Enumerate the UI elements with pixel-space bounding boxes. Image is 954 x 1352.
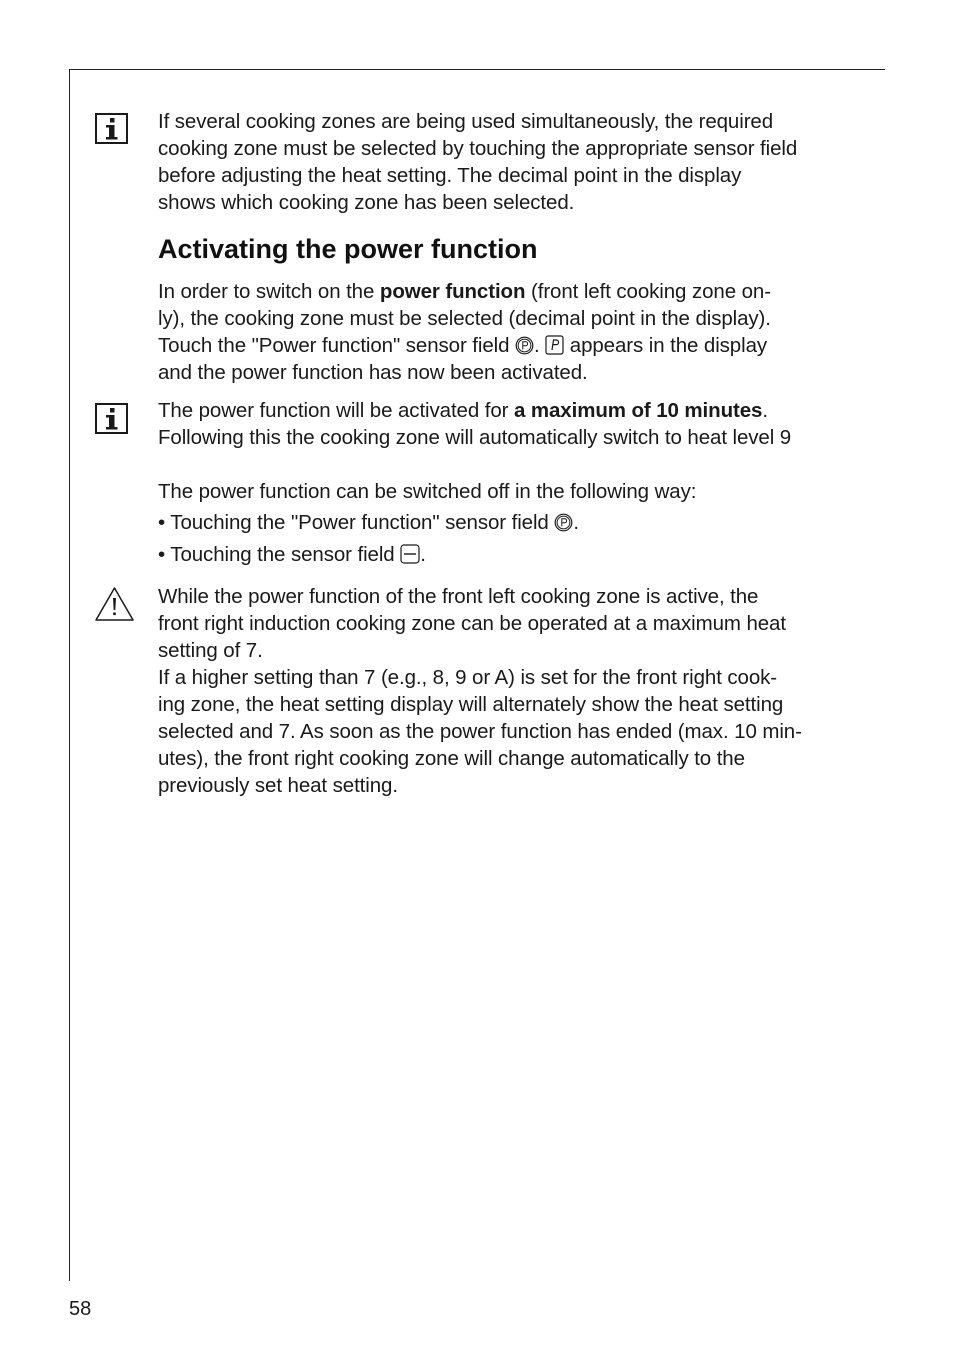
note-max-duration — [158, 397, 898, 451]
intro-line-4: and the power function has now been activated. — [158, 361, 588, 384]
text-run: . — [420, 543, 426, 566]
intro-line-2: ly), the cooking zone must be selected (decimal point in the display). — [158, 307, 771, 330]
text-run: . — [762, 399, 768, 422]
emphasis-max-duration: a maximum of 10 minutes — [513, 399, 763, 422]
page-frame-top-rule — [69, 69, 885, 70]
power-function-intro — [158, 278, 878, 386]
switch-off-instructions — [158, 478, 878, 568]
intro-line-1 — [158, 278, 878, 305]
warning-line: front right induction cooking zone can be operated at a maximum heat — [158, 612, 786, 635]
text-run: (front left cooking zone on- — [525, 280, 771, 303]
warning-front-right-zone — [158, 583, 888, 799]
info-icon — [95, 113, 128, 144]
text-run: • Touching the "Power function" sensor field — [158, 511, 555, 534]
emphasis-power-function: power function — [379, 280, 526, 303]
note-line-1 — [158, 397, 898, 424]
warning-line: ing zone, the heat setting display will alternately show the heat setting — [158, 693, 784, 716]
note-multiple-zones — [158, 108, 878, 216]
text-run: In order to switch on the — [158, 280, 380, 303]
warning-line: setting of 7. — [158, 639, 263, 662]
warning-line: selected and 7. As soon as the power function has ended (max. 10 min- — [158, 720, 802, 743]
p-display-symbol-icon — [545, 335, 564, 355]
power-function-sensor-icon — [515, 336, 534, 355]
power-function-sensor-icon — [554, 513, 573, 532]
minus-sensor-icon — [400, 544, 420, 564]
info-icon — [95, 403, 128, 434]
warning-triangle-icon — [94, 586, 135, 622]
warning-line: If a higher setting than 7 (e.g., 8, 9 or A) is set for the front right cook- — [158, 666, 778, 689]
text-run: . — [573, 511, 579, 534]
text-run: Touch the "Power function" sensor field — [158, 334, 515, 357]
note-line: If several cooking zones are being used simultaneously, the required — [158, 110, 774, 133]
bullet-item-minus-sensor — [158, 541, 878, 568]
warning-line: previously set heat setting. — [158, 774, 398, 797]
text-run: appears in the display — [564, 334, 768, 357]
note-line: before adjusting the heat setting. The decimal point in the display — [158, 164, 742, 187]
note-line: shows which cooking zone has been selected. — [158, 191, 575, 214]
switch-off-intro: The power function can be switched off in the following way: — [158, 480, 697, 503]
warning-line: While the power function of the front left cooking zone is active, the — [158, 585, 759, 608]
bullet-item-power-sensor — [158, 509, 878, 536]
text-run: • Touching the sensor field — [158, 543, 401, 566]
section-heading: Activating the power function — [158, 234, 538, 264]
warning-line: utes), the front right cooking zone will change automatically to the — [158, 747, 745, 770]
text-run: . — [533, 334, 546, 357]
intro-line-3 — [158, 332, 878, 359]
note-line-2: Following this the cooking zone will automatically switch to heat level 9 — [158, 426, 792, 449]
page-number: 58 — [69, 1298, 92, 1320]
page-frame-left-rule — [69, 69, 70, 1281]
text-run: The power function will be activated for — [158, 399, 514, 422]
note-line: cooking zone must be selected by touching the appropriate sensor field — [158, 137, 798, 160]
